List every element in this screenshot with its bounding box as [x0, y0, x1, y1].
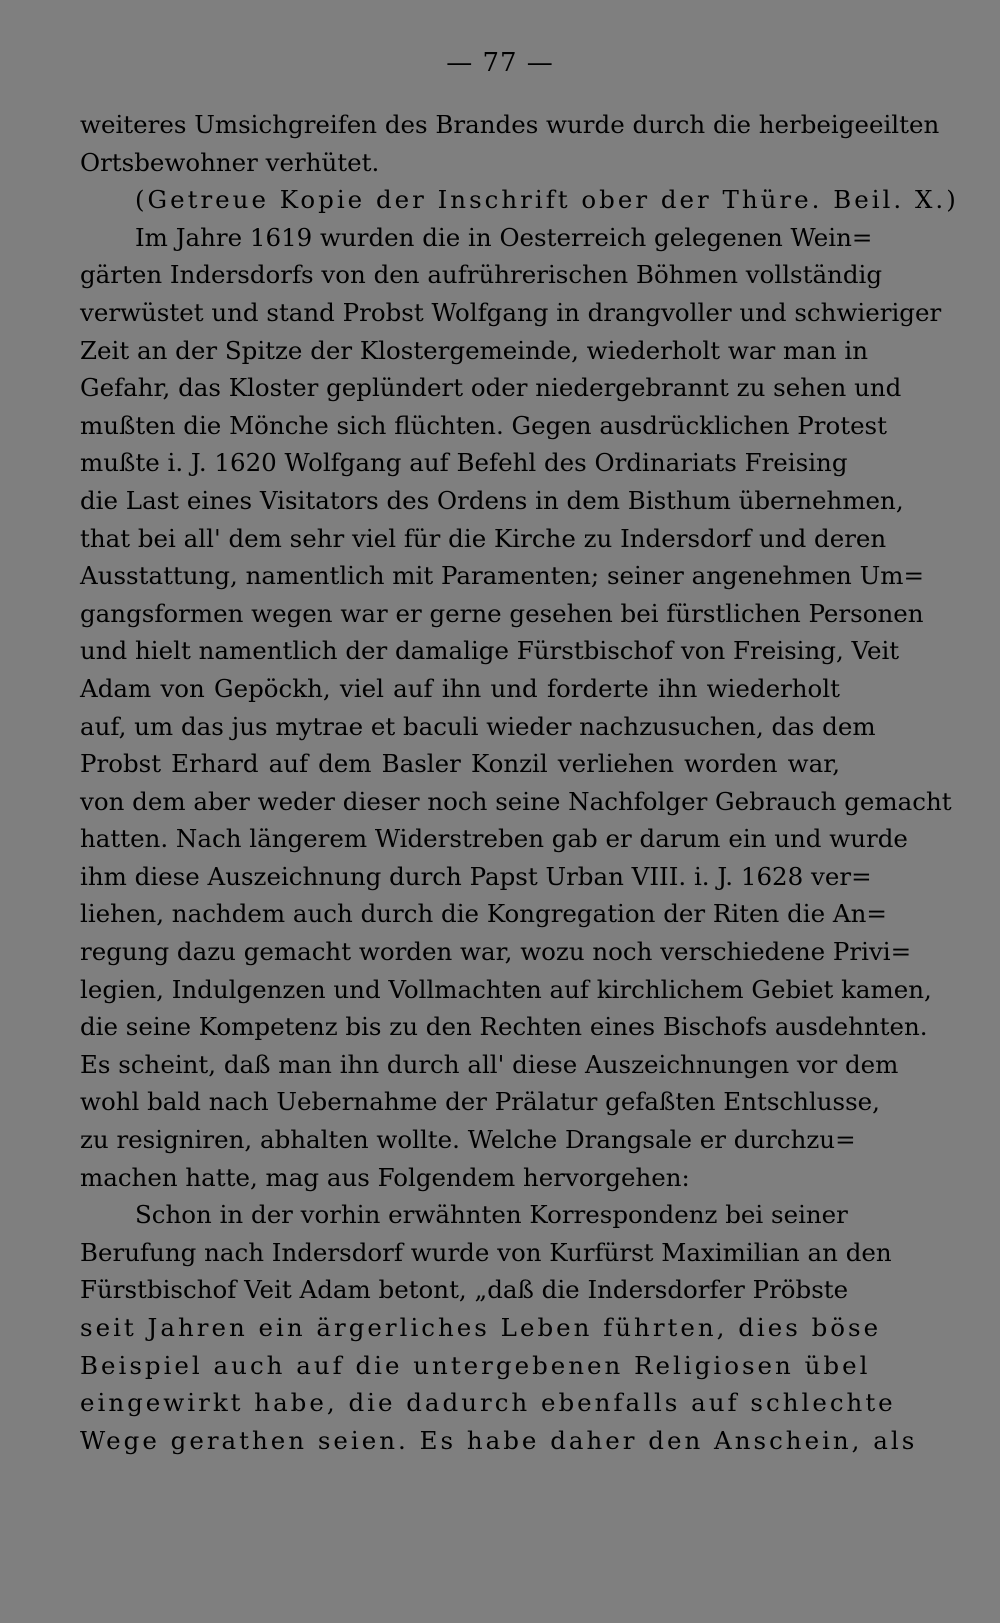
- text-line: Ausstattung, namentlich mit Paramenten; seiner angenehmen Um=: [80, 561, 924, 591]
- page-number: — 77 —: [446, 48, 554, 78]
- text-line: Wege gerathen seien. Es habe daher den Anschein, als: [80, 1425, 918, 1455]
- text-line: Fürstbischof Veit Adam betont, „daß die Indersdorfer Pröbste: [80, 1275, 849, 1305]
- text-line: Adam von Gepöckh, viel auf ihn und forderte ihn wiederholt: [80, 673, 840, 703]
- text-line: gangsformen wegen war er gerne gesehen bei fürstlichen Personen: [80, 598, 924, 628]
- text-line: weiteres Umsichgreifen des Brandes wurde durch die herbeigeeilten: [80, 110, 940, 139]
- text-line: Ortsbewohner verhütet.: [80, 147, 380, 177]
- text-line: von dem aber weder dieser noch seine Nachfolger Gebrauch gemacht: [80, 786, 952, 816]
- text-line: die Last eines Visitators des Ordens in dem Bisthum übernehmen,: [80, 485, 904, 515]
- text-line: Gefahr, das Kloster geplündert oder niedergebrannt zu sehen und: [80, 373, 902, 403]
- text-line: verwüstet und stand Probst Wolfgang in drangvoller und schwieriger: [80, 297, 942, 327]
- text-line: that bei all' dem sehr viel für die Kirche zu Indersdorf und deren: [80, 523, 887, 553]
- text-line: Probst Erhard auf dem Basler Konzil verliehen worden war,: [80, 749, 840, 779]
- text-line: Beispiel auch auf die untergebenen Religiosen übel: [80, 1350, 871, 1380]
- text-line: legien, Indulgenzen und Vollmachten auf kirchlichem Gebiet kamen,: [80, 974, 932, 1004]
- text-line: die seine Kompetenz bis zu den Rechten eines Bischofs ausdehnten.: [80, 1012, 928, 1042]
- text-line: eingewirkt habe, die dadurch ebenfalls auf schlechte: [80, 1388, 896, 1418]
- text-line: mußte i. J. 1620 Wolfgang auf Befehl des Ordinariats Freising: [80, 448, 848, 478]
- text-line: machen hatte, mag aus Folgendem hervorgehen:: [80, 1162, 690, 1192]
- text-line: Es scheint, daß man ihn durch all' diese Auszeichnungen vor dem: [80, 1049, 899, 1079]
- text-line: Berufung nach Indersdorf wurde von Kurfürst Maximilian an den: [80, 1237, 892, 1267]
- text-line: ihm diese Auszeichnung durch Papst Urban VIII. i. J. 1628 ver=: [80, 861, 872, 891]
- text-line: wohl bald nach Uebernahme der Prälatur gefaßten Entschlusse,: [80, 1087, 880, 1117]
- text-line: liehen, nachdem auch durch die Kongregation der Riten die An=: [80, 899, 887, 929]
- text-line: mußten die Mönche sich flüchten. Gegen ausdrücklichen Protest: [80, 410, 887, 440]
- text-line: zu resigniren, abhalten wollte. Welche Drangsale er durchzu=: [80, 1125, 856, 1155]
- text-line: (Getreue Kopie der Inschrift ober der Thüre. Beil. X.): [135, 185, 959, 215]
- text-line: Zeit an der Spitze der Klostergemeinde, wiederholt war man in: [80, 335, 868, 365]
- text-line: hatten. Nach längerem Widerstreben gab er darum ein und wurde: [80, 824, 908, 854]
- text-line: seit Jahren ein ärgerliches Leben führten, dies böse: [80, 1313, 882, 1342]
- text-line: gärten Indersdorfs von den aufrührerischen Böhmen vollständig: [80, 260, 883, 290]
- text-line: Schon in der vorhin erwähnten Korrespondenz bei seiner: [135, 1200, 848, 1230]
- text-line: und hielt namentlich der damalige Fürstbischof von Freising, Veit: [80, 636, 900, 666]
- text-line: auf, um das jus mytrae et baculi wieder nachzusuchen, das dem: [80, 711, 876, 741]
- text-line: regung dazu gemacht worden war, wozu noch verschiedene Privi=: [80, 937, 912, 967]
- body-text: [80, 106, 959, 1459]
- text-line: Im Jahre 1619 wurden die in Oesterreich gelegenen Wein=: [135, 222, 873, 252]
